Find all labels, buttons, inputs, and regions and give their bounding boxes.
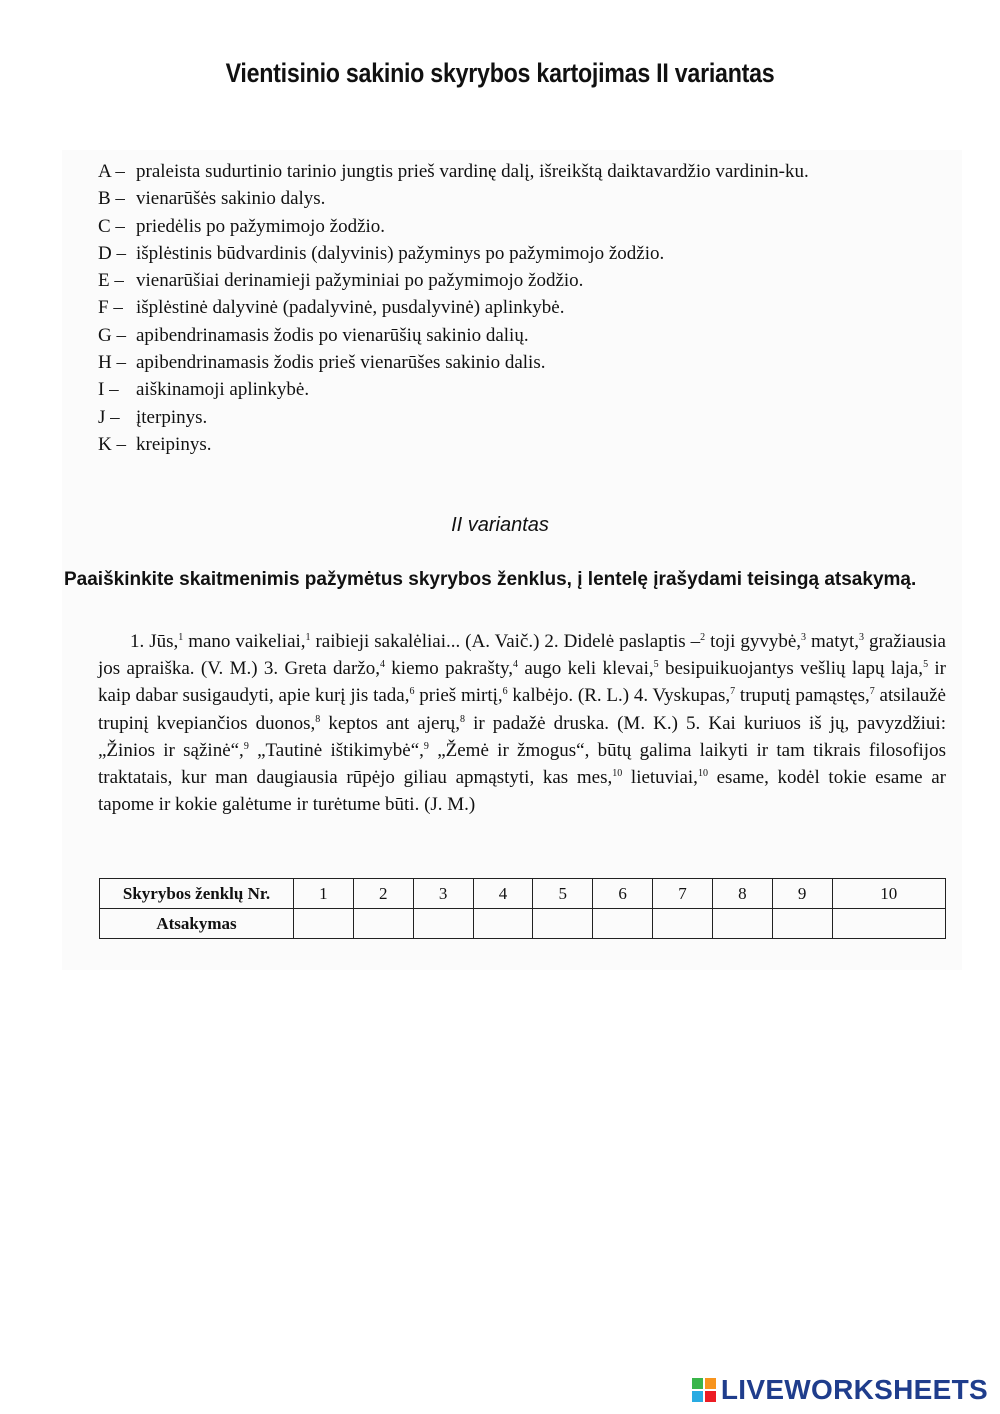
legend-letter: K – [98, 433, 126, 455]
legend-text: apibendrinamasis žodis po vienarūšių sakinio dalių. [136, 324, 529, 346]
table-number-cell: 9 [772, 879, 832, 909]
passage-text: raibieji sakalėliai... (A. Vaič.) 2. Didelė paslaptis – [310, 631, 701, 652]
legend-letter: I – [98, 379, 119, 401]
answer-cell[interactable] [653, 909, 713, 939]
legend-item [98, 213, 958, 240]
punctuation-marker: 8 [315, 713, 321, 725]
passage-text: kalbėjo. (R. L.) 4. Vyskupas, [507, 685, 731, 707]
passage-text: truputį pamąstęs, [735, 685, 870, 707]
table-row-answers [100, 909, 946, 939]
legend-letter: B – [98, 188, 125, 210]
passage-text: atsilaužė trupinį kvepiančios duonos, [98, 685, 946, 734]
legend-text: aiškinamoji aplinkybė. [136, 379, 310, 401]
passage-text: esame, kodėl tokie esame ar tapome ir kokie galėtume ir turėtume būti. (J. M.) [98, 767, 946, 816]
legend-item [98, 294, 958, 321]
legend-letter: H – [98, 352, 126, 374]
passage-text: prieš mirtį, [414, 685, 503, 707]
table-number-cell: 10 [832, 879, 945, 909]
legend-letter: F – [98, 297, 123, 319]
legend-item [98, 349, 958, 376]
legend-text: išplėstinis būdvardinis (dalyvinis) pažyminys po pažymimojo žodžio. [136, 242, 665, 264]
passage-text: gražiausia jos apraiška. (V. M.) 3. Greta daržo, [98, 631, 946, 680]
passage-text: 1. Jūs, [130, 631, 179, 652]
liveworksheets-logo[interactable] [692, 1376, 988, 1404]
passage-text: keptos ant ajerų, [320, 712, 461, 734]
legend-item [98, 431, 958, 458]
table-number-cell: 8 [712, 879, 772, 909]
answer-cell[interactable] [593, 909, 653, 939]
legend-item [98, 158, 958, 185]
passage-text: ir padažė druska. (M. K.) 5. Kai kuriuos iš jų, pavyzdžiui: „Žinios ir sąžinė“, [98, 712, 946, 761]
table-header-label: Skyrybos ženklų Nr. [100, 879, 294, 909]
answer-cell[interactable] [294, 909, 354, 939]
punctuation-marker: 4 [513, 659, 519, 671]
legend-item [98, 240, 958, 267]
task-instruction: Paaiškinkite skaitmenimis pažymėtus skyrybos ženklus, į lentelę įrašydami teisingą atsakymą. [64, 569, 917, 590]
legend-item [98, 185, 958, 212]
punctuation-marker: 6 [502, 686, 508, 698]
legend-text: išplėstinė dalyvinė (padalyvinė, pusdalyvinė) aplinkybė. [136, 297, 565, 319]
table-number-cell: 1 [294, 879, 354, 909]
answer-cell[interactable] [712, 909, 772, 939]
answer-cell[interactable] [533, 909, 593, 939]
legend-item [98, 267, 958, 294]
punctuation-marker: 1 [305, 632, 311, 643]
punctuation-marker: 10 [612, 768, 623, 780]
punctuation-marker: 4 [379, 659, 385, 671]
passage-text: kiemo pakrašty, [384, 658, 514, 680]
answer-cell[interactable] [832, 909, 945, 939]
legend-item [98, 404, 958, 431]
punctuation-marker: 2 [700, 632, 706, 643]
legend-text: priedėlis po pažymimojo žodžio. [136, 215, 386, 237]
passage-text: besipuikuojantys vešlių lapų laja, [658, 658, 924, 680]
answer-cell[interactable] [413, 909, 473, 939]
table-number-cell: 4 [473, 879, 533, 909]
legend-list [98, 158, 958, 458]
legend-letter: J – [98, 406, 120, 428]
legend-letter: D – [98, 242, 126, 264]
punctuation-marker: 7 [730, 686, 736, 698]
legend-text: praleista sudurtinio tarinio jungtis prieš vardinę dalį, išreikštą daiktavardžio vardinin-ku. [136, 161, 809, 182]
punctuation-marker: 10 [697, 768, 708, 780]
passage-text: „Žemė ir žmogus“, būtų galima laikyti ir tam tikrais filosofijos traktatais, kur man daugiausia rūpėjo giliau apmąstyti, kas mes, [98, 739, 946, 789]
passage-text: ir kaip dabar susigaudyti, apie kurį jis tada, [98, 658, 947, 707]
legend-letter: C – [98, 215, 125, 237]
legend-letter: E – [98, 270, 124, 292]
passage-text: matyt, [806, 631, 860, 652]
table-row-numbers [100, 879, 946, 909]
table-number-cell: 2 [353, 879, 413, 909]
legend-text: įterpinys. [136, 406, 208, 428]
passage-text: augo keli klevai, [518, 658, 654, 680]
punctuation-marker: 3 [801, 632, 807, 643]
legend-item [98, 376, 958, 403]
punctuation-marker: 8 [460, 713, 466, 725]
legend-text: vienarūšiai derinamieji pažyminiai po pažymimojo žodžio. [136, 270, 584, 292]
table-number-cell: 7 [653, 879, 713, 909]
legend-letter: A – [98, 161, 125, 182]
passage-text: „Tautinė ištikimybė“, [248, 739, 424, 761]
legend-text: apibendrinamasis žodis prieš vienarūšes sakinio dalis. [136, 352, 546, 374]
answer-table [99, 878, 946, 939]
punctuation-marker: 7 [869, 686, 875, 698]
punctuation-marker: 1 [178, 632, 184, 643]
punctuation-marker: 9 [423, 740, 429, 752]
exercise-passage [98, 628, 946, 818]
legend-text: vienarūšės sakinio dalys. [136, 188, 326, 210]
passage-text: mano vaikeliai, [183, 631, 306, 652]
liveworksheets-logo-icon [692, 1378, 716, 1402]
table-answer-label: Atsakymas [100, 909, 294, 939]
passage-text: toji gyvybė, [705, 631, 802, 652]
punctuation-marker: 5 [653, 659, 659, 671]
page-title: Vientisinio sakinio skyrybos kartojimas II variantas [225, 58, 775, 88]
answer-cell[interactable] [353, 909, 413, 939]
answer-cell[interactable] [772, 909, 832, 939]
legend-text: kreipinys. [136, 433, 212, 455]
table-number-cell: 6 [593, 879, 653, 909]
table-number-cell: 5 [533, 879, 593, 909]
passage-text: lietuviai, [622, 767, 698, 789]
punctuation-marker: 9 [243, 740, 249, 752]
table-number-cell: 3 [413, 879, 473, 909]
answer-cell[interactable] [473, 909, 533, 939]
punctuation-marker: 6 [409, 686, 415, 698]
punctuation-marker: 5 [923, 659, 929, 671]
legend-item [98, 322, 958, 349]
punctuation-marker: 3 [859, 632, 865, 643]
liveworksheets-logo-text: LIVEWORKSHEETS [720, 1374, 988, 1405]
legend-letter: G – [98, 324, 126, 346]
variant-title: II variantas [451, 514, 549, 536]
